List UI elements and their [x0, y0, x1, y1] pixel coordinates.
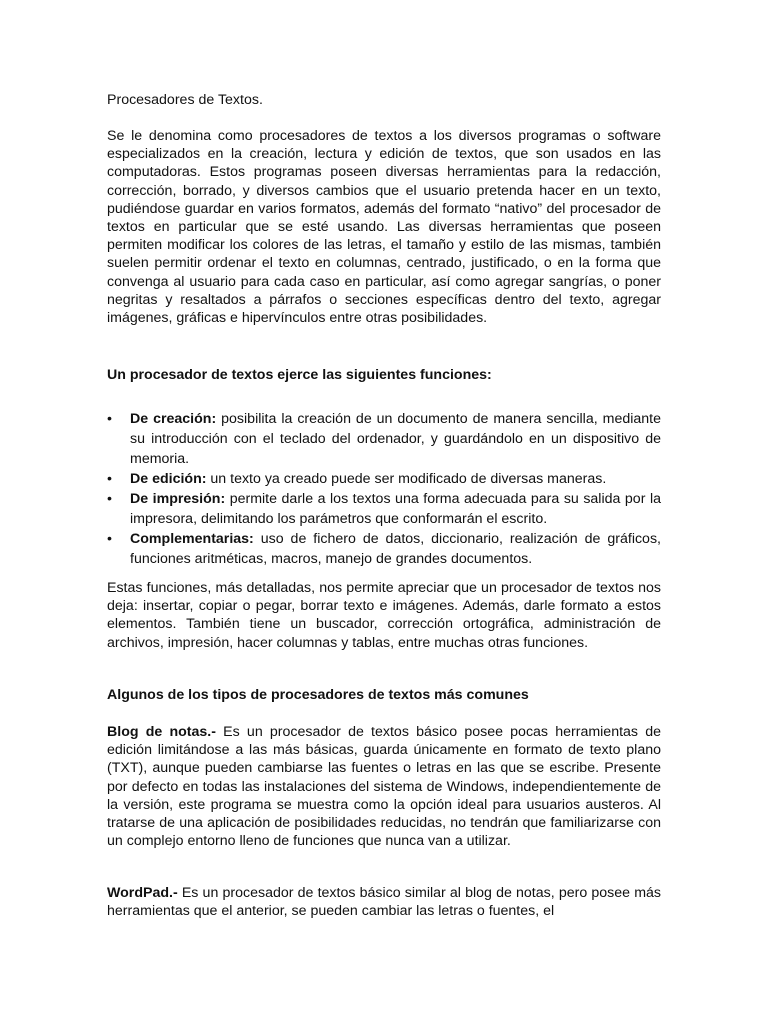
type-text: Es un procesador de textos básico posee pocas herramientas de edición limitándose a las más básicas, guarda únicamente en formato de texto plano (TXT), aunque pueden cambiarse las fuentes o letras en las que se escribe. Presente por defecto en todas las instalaciones del sistema de Windows, independientemente de la versión, este programa se muestra como la opción ideal para usuarios austeros. Al tratarse de una aplicación de posibilidades reducidas, no tendrán que familiarizarse con un complejo entorno lleno de funciones que nunca van a utilizar. — [107, 724, 661, 850]
list-item — [107, 489, 661, 529]
list-item-text: uso de fichero de datos, diccionario, realización de gráficos, funciones aritméticas, macros, manejo de grandes documentos. — [130, 531, 661, 567]
document-title: Procesadores de Textos. — [107, 92, 263, 108]
list-item-text: permite darle a los textos una forma adecuada para su salida por la impresora, delimitando los parámetros que conformarán el escrito. — [130, 491, 661, 527]
list-item — [107, 529, 661, 569]
bullet-icon: • — [107, 531, 112, 547]
type-term: WordPad.- — [107, 885, 178, 901]
bullet-icon: • — [107, 491, 112, 507]
type-paragraph-blog-de-notas — [107, 723, 661, 850]
list-item-text: posibilita la creación de un documento de manera sencilla, mediante su introducción con el teclado del ordenador, y guardándolo en un dispositivo de memoria. — [130, 411, 661, 467]
functions-list — [107, 409, 661, 569]
types-heading: Algunos de los tipos de procesadores de textos más comunes — [107, 687, 529, 703]
list-item-term: Complementarias: — [130, 531, 254, 547]
functions-summary-paragraph: Estas funciones, más detalladas, nos permite apreciar que un procesador de textos nos deja: insertar, copiar o pegar, borrar texto e imágenes. Además, darle formato a estos elementos. También tiene un buscador, corrección ortográfica, administración de archivos, impresión, hacer columnas y tablas, entre muchas otras funciones. — [107, 580, 661, 651]
list-item-term: De edición: — [130, 471, 207, 487]
intro-paragraph: Se le denomina como procesadores de textos a los diversos programas o software especializados en la creación, lectura y edición de textos, que son usados en las computadoras. Estos programas poseen diversas herramientas para la redacción, corrección, borrado, y diversos cambios que el usuario pretenda hacer en un texto, pudiéndose guardar en varios formatos, además del formato “nativo” del procesador de textos en particular que se esté usando. Las diversas herramientas que poseen permiten modificar los colores de las letras, el tamaño y estilo de las mismas, también suelen permitir ordenar el texto en columnas, centrado, justificado, o en la forma que convenga al usuario para cada caso en particular, así como agregar sangrías, o poner negritas y resaltados a párrafos o secciones específicas dentro del texto, agregar imágenes, gráficas e hipervínculos entre otras posibilidades. — [107, 128, 661, 327]
list-item-text: un texto ya creado puede ser modificado de diversas maneras. — [206, 471, 607, 487]
bullet-icon: • — [107, 471, 112, 487]
bullet-icon: • — [107, 411, 112, 427]
type-term: Blog de notas.- — [107, 724, 216, 740]
type-paragraph-wordpad — [107, 884, 661, 920]
list-item-term: De impresión: — [130, 491, 226, 507]
list-item-term: De creación: — [130, 411, 217, 427]
type-text: Es un procesador de textos básico similar al blog de notas, pero posee más herramientas que el anterior, se pueden cambiar las letras o fuentes, el — [107, 885, 661, 920]
functions-heading: Un procesador de textos ejerce las siguientes funciones: — [107, 367, 492, 383]
list-item — [107, 409, 661, 469]
list-item — [107, 469, 661, 489]
